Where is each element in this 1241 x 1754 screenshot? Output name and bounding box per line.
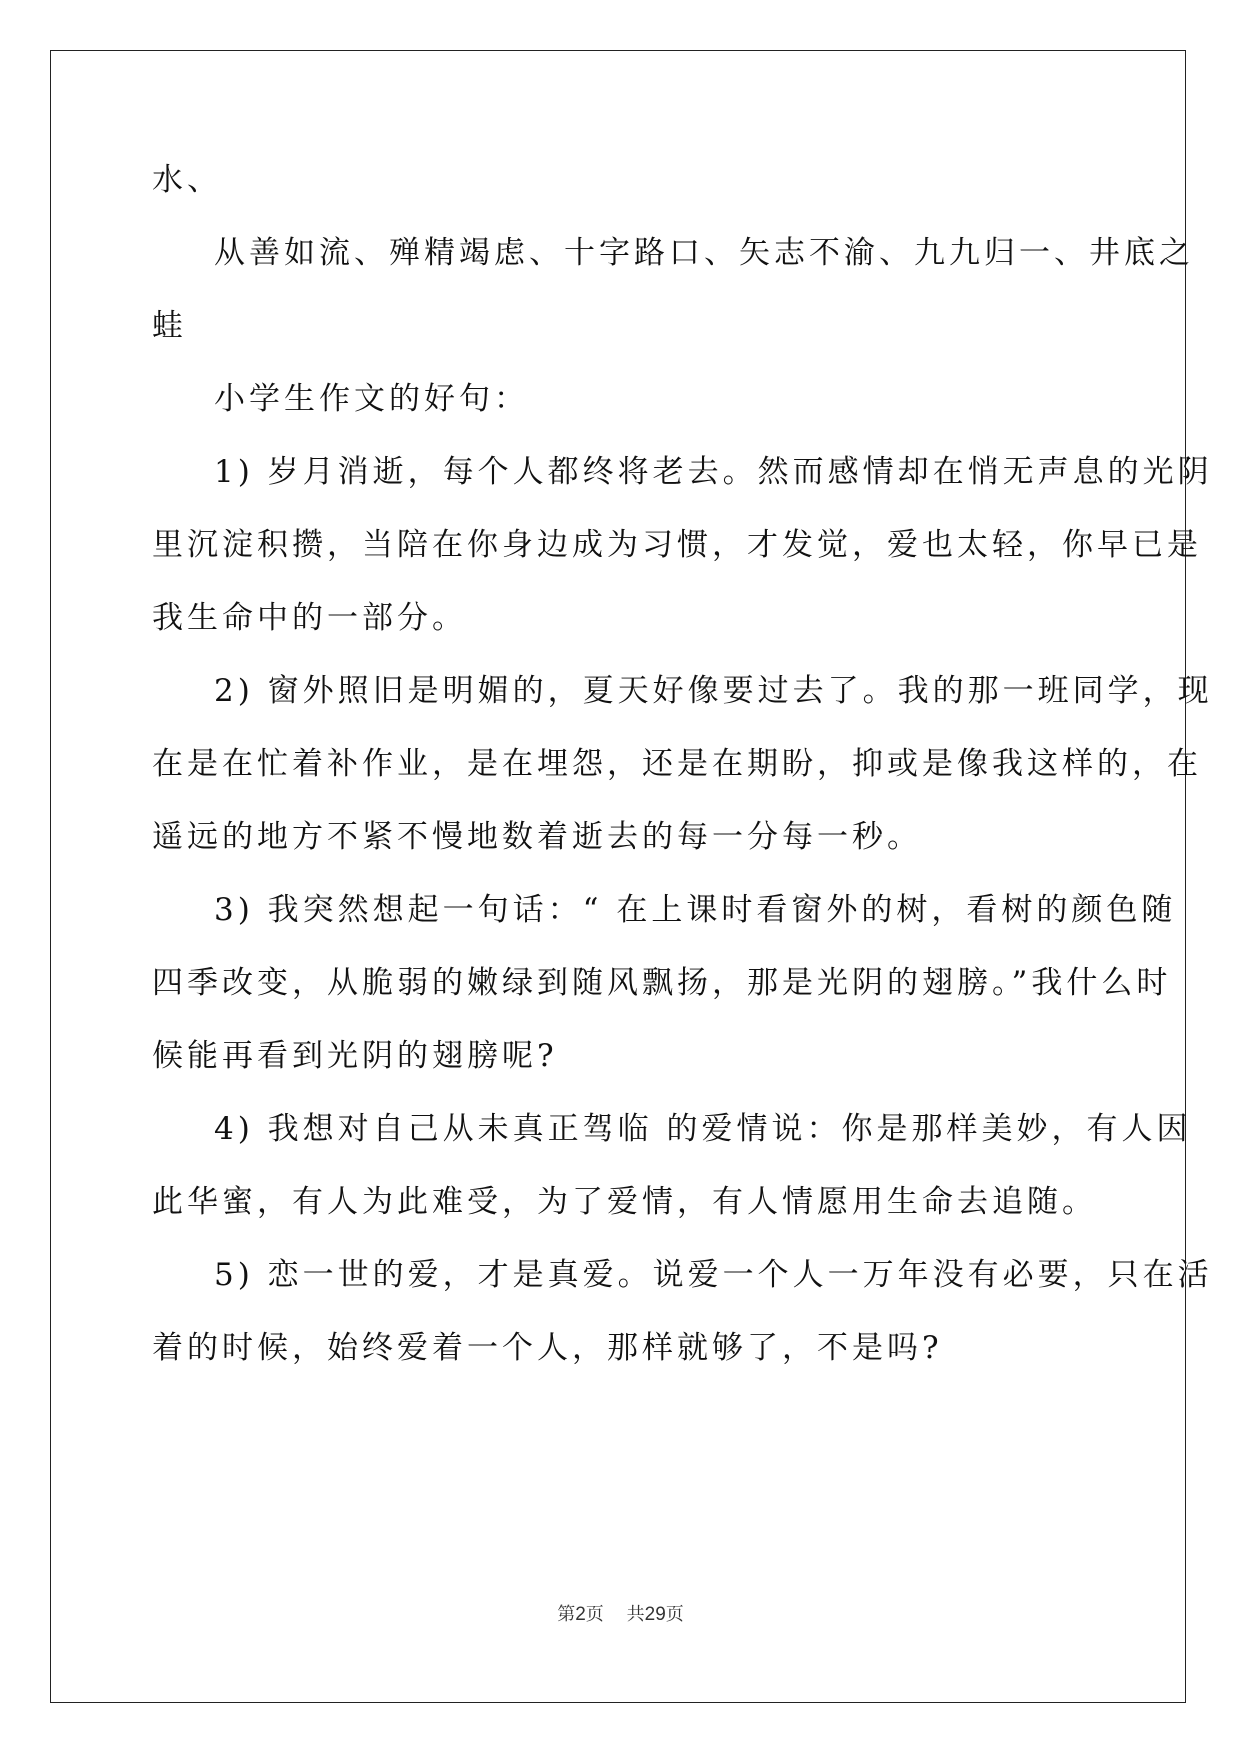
text-line: 我生命中的一部分。: [152, 600, 467, 636]
page-footer: [0, 1600, 1241, 1626]
text-line: 四季改变，从脆弱的嫩绿到随风飘扬，那是光阴的翅膀。”我什么时: [152, 965, 1172, 1001]
text-line: 3) 我突然想起一句话：“ 在上课时看窗外的树，看树的颜色随: [214, 892, 1177, 928]
page-number: 2: [575, 1604, 586, 1625]
text-line: 着的时候，始终爱着一个人，那样就够了，不是吗?: [152, 1330, 943, 1366]
text-line: 蛙: [152, 308, 187, 344]
text-line: 4) 我想对自己从未真正驾临 的爱情说：你是那样美妙，有人因: [214, 1111, 1192, 1147]
total-pages: 29: [644, 1604, 666, 1625]
text-line: 里沉淀积攒，当陪在你身边成为习惯，才发觉，爱也太轻，你早已是: [152, 527, 1202, 563]
section-heading: 小学生作文的好句：: [214, 381, 529, 417]
text-line: 1) 岁月消逝，每个人都终将老去。然而感情却在悄无声息的光阴: [214, 454, 1213, 490]
page-prefix: 第: [557, 1604, 576, 1625]
text-line: 从善如流、殚精竭虑、十字路口、矢志不渝、九九归一、井底之: [214, 235, 1194, 271]
text-line: 2) 窗外照旧是明媚的，夏天好像要过去了。我的那一班同学，现: [214, 673, 1213, 709]
text-line: 候能再看到光阴的翅膀呢?: [152, 1038, 558, 1074]
text-line: 此华蜜，有人为此难受，为了爱情，有人情愿用生命去追随。: [152, 1184, 1097, 1220]
text-line: 遥远的地方不紧不慢地数着逝去的每一分每一秒。: [152, 819, 922, 855]
text-line: 在是在忙着补作业，是在埋怨，还是在期盼，抑或是像我这样的，在: [152, 746, 1202, 782]
text-line: 5) 恋一世的爱，才是真爱。说爱一个人一万年没有必要，只在活: [214, 1257, 1213, 1293]
page-border: [50, 50, 1186, 1703]
total-suffix: 页: [665, 1604, 684, 1625]
total-prefix: 共: [626, 1604, 645, 1625]
page-suffix: 页: [585, 1604, 604, 1625]
text-line: 水、: [152, 162, 222, 198]
